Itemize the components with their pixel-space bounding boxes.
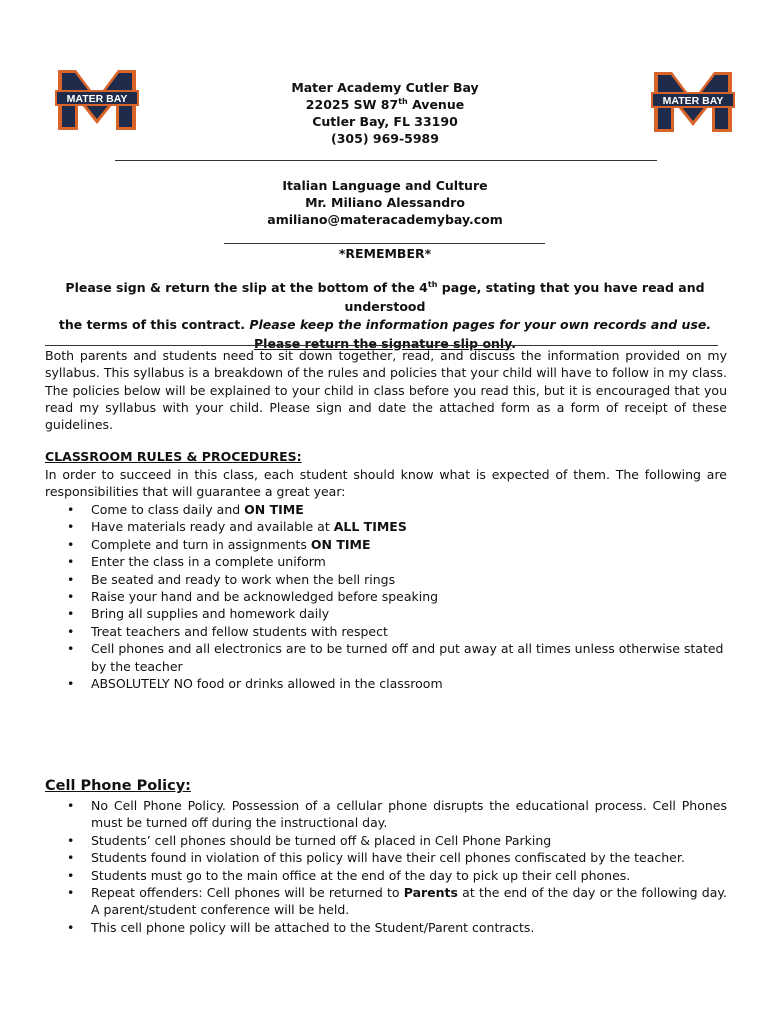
intro-paragraph: Both parents and students need to sit down together, read, and discuss the information provided on my syllabus. This syllabus is a breakdown of the rules and policies that your child will have to follow in my class. The policies below will be explained to your child in class before you read this, but it is encouraged that you read my syllabus with your child. Please sign and date the attached form as a form of receipt of these guidelines. [45, 348, 727, 433]
logo-text: MATER BAY [662, 95, 724, 107]
phone-policy-item: • Students found in violation of this policy will have their cell phones confiscated by the teacher. [45, 849, 727, 866]
course-title: Italian Language and Culture [282, 178, 488, 193]
rule-item: • Complete and turn in assignments ON TIME [45, 536, 727, 553]
phone-policy-list [45, 797, 727, 936]
phone-policy-heading: Cell Phone Policy: [45, 778, 191, 794]
rule-item: • Raise your hand and be acknowledged before speaking [45, 588, 727, 605]
phone-policy-item: • Students must go to the main office at the end of the day to pick up their cell phones. [45, 867, 727, 884]
rules-heading: CLASSROOM RULES & PROCEDURES: [45, 449, 302, 464]
rule-item: • ABSOLUTELY NO food or drinks allowed in the classroom [45, 675, 727, 692]
school-address: 22025 SW 87th Avenue [305, 96, 465, 112]
logo-text: MATER BAY [66, 93, 128, 105]
rule-item: • Enter the class in a complete uniform [45, 553, 727, 570]
rules-intro: In order to succeed in this class, each student should know what is expected of them. The following are responsibilities that will guarantee a great year: [45, 467, 727, 500]
school-header [0, 79, 770, 147]
rule-item: • Bring all supplies and homework daily [45, 605, 727, 622]
notice-line-2: the terms of this contract. Please keep the information pages for your own records and use. [58, 317, 712, 332]
divider [115, 160, 657, 161]
return-notice [42, 279, 728, 353]
rules-list [45, 501, 727, 692]
phone-policy-item: • This cell phone policy will be attached to the Student/Parent contracts. [45, 919, 727, 936]
school-phone: (305) 969-5989 [331, 131, 439, 146]
school-city: Cutler Bay, FL 33190 [312, 114, 458, 129]
notice-line-1: Please sign & return the slip at the bottom of the 4th page, stating that you have read and understood [65, 279, 705, 314]
phone-policy-item: • No Cell Phone Policy. Possession of a cellular phone disrupts the educational process. Cell Phones must be turned off during the instructional day. [45, 797, 727, 832]
rule-item: • Treat teachers and fellow students with respect [45, 623, 727, 640]
rule-item: • Cell phones and all electronics are to be turned off and put away at all times unless otherwise stated by the teacher [45, 640, 727, 675]
school-name: Mater Academy Cutler Bay [291, 80, 479, 95]
divider [45, 345, 718, 346]
remember-label: *REMEMBER* [338, 246, 432, 261]
rule-item: • Have materials ready and available at ALL TIMES [45, 518, 727, 535]
divider [224, 243, 545, 244]
rule-item: • Be seated and ready to work when the bell rings [45, 571, 727, 588]
teacher-name: Mr. Miliano Alessandro [305, 195, 465, 210]
teacher-email: amiliano@materacademybay.com [267, 212, 503, 227]
phone-policy-item: • Students’ cell phones should be turned off & placed in Cell Phone Parking [45, 832, 727, 849]
notice-line-3: Please return the signature slip only. [254, 335, 516, 351]
course-header [0, 177, 770, 228]
phone-policy-item: • Repeat offenders: Cell phones will be returned to Parents at the end of the day or the following day. A parent/student conference will be held. [45, 884, 727, 919]
rule-item: • Come to class daily and ON TIME [45, 501, 727, 518]
